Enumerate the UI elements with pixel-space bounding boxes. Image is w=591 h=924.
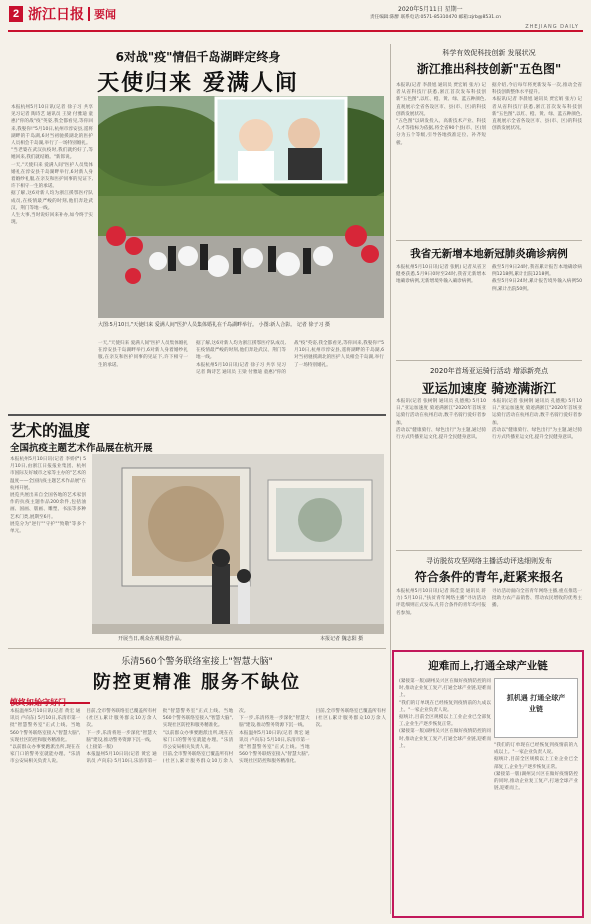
tech-kicker: 科学有效促科技创新 发展状况 [442, 49, 536, 57]
wedding-headline: 天使归来 爱满人间 [97, 70, 299, 96]
section-rule [396, 240, 582, 241]
section-rule [396, 360, 582, 361]
police-para: 本报温州5月10日讯(记者 黄宏 通讯员 卢向东) 5月10日,乐清市第一批"智慧警务室"正式上线。当地560个警务联络室接入"智慧大脑",实现社区防控和服务精准化。 [239, 730, 310, 765]
masthead-rule [8, 30, 583, 32]
page-number-badge [9, 6, 23, 22]
youth-para: 寻访活动面向全省青年网络主播,重点推选一批助力农产品销售、带动农民增收的优秀主播。 [492, 589, 582, 609]
covid-para: 本报杭州5月10日讯(记者 张帆) 记者从省卫健委获悉,5月9日0时至24时,我省无新增本地确诊病例,无新增境外输入确诊病例。 [396, 265, 486, 285]
police-para: "以前群众办事要跑派出所,现在在家门口的警务室就能办理。"乐清市公安局相关负责人说。 [162, 730, 234, 751]
industry-body-left [399, 678, 491, 914]
art-subhead: 全国抗疫主题艺术作品展在杭开展 [10, 443, 153, 454]
police-headline: 防控更精准 服务不缺位 [92, 672, 302, 693]
section-name: 要闻 [94, 8, 116, 21]
industry-para: (紧接第一版)湖州吴兴区在做好疫情防控的同时,推动企业复工复产,打通全球产业链,迎难而上。 [399, 729, 491, 749]
police-body [10, 708, 386, 914]
wedding-para: 本报杭州5月10日讯(记者 徐子习 共享 见习记者 陶诗艺 通讯员 王梁 付雅迪 童惠)"你的战"疫"英姿,我全都看见,等你回来,我娶你!"5月10日,杭州市淳安县,遥将湖畔的千岛湖,6对当初驰援湖北的医护人员相会千岛湖,举行了一场特别婚礼。 [196, 341, 384, 375]
wedding-para: 据了解,这6对新人均为浙江援鄂医疗队成员,在疫情最严峻的时刻,他们奔赴武汉、荆门等地一线。 [196, 341, 286, 361]
cycling-para: 活动以"健康骑行、绿色出行"为主题,通过骑行方式传播亚运文化,提升全民健身意识。 [396, 427, 486, 441]
masthead [0, 0, 591, 44]
covid-body [396, 264, 582, 356]
cycling-para: 本报讯(记者 张树钢 通讯员 孔德燕) 5月10日,"亚运加速度 骑迹满浙江"2020年首场亚运骑行活动在杭州启动,数千名骑行爱好者参加。 [492, 399, 582, 426]
police-column-head [10, 690, 90, 707]
section-rule [8, 414, 386, 416]
industry-para: "我们的订单现在已经恢复到疫情前的九成以上。"一家企业负责人说。 [399, 700, 491, 713]
tech-para: 据介绍,今后每年将更新发布一次,推动全省科技创新整体水平提升。 [492, 83, 582, 96]
wedding-body-cont [98, 340, 384, 410]
police-para: 本报温州5月10日讯(记者 黄宏 通讯员 卢向东) 5月10日,乐清市第一批"智慧警务室"正式上线。当地560个警务联络室接入"智慧大脑",实现社区防控和服务精准化。 [10, 709, 81, 743]
tech-para: "五色图"以研发投入、高新技术产业、科技人才等指标为依据,将全省90个县(市、区)划分为五个等级,引导各地找准定位、补齐短板。 [396, 119, 486, 146]
art-exhibit-image [92, 454, 384, 634]
wedding-para: 本报杭州5月10日讯(记者 徐子习 共享 见习记者 陶诗艺 通讯员 王梁 付雅迪 童惠)"你的战"疫"英姿,我全都看见,等你回来,我娶你!"5月10日,杭州市淳安县,遥将湖畔的千岛湖,6对当初驰援湖北的医护人员相会千岛湖,举行了一场特别婚礼。 [11, 105, 93, 147]
police-para: 目前,全市警务联络室已覆盖所有村(社区),累计服务群众10万余人次。 [162, 709, 249, 765]
industry-box [392, 650, 584, 918]
police-para: 目前,全市警务联络室已覆盖所有村(社区),累计服务群众10万余人次。 [86, 709, 157, 729]
tech-body [396, 82, 582, 238]
art-caption-left: 开展当日,观众在观展览作品。 [118, 636, 185, 642]
police-para: "以前群众办事要跑派出所,现在在家门口的警务室就能办理。"乐清市公安局相关负责人说。 [10, 745, 81, 765]
youth-kicker: 寻访脱贫攻坚网络主播活动评选细则发布 [426, 557, 552, 565]
industry-inset-title: 抓机遇 打通全球产业链 [506, 694, 566, 713]
wedding-body [11, 104, 93, 404]
section-rule [8, 648, 386, 649]
cycling-para: 活动以"健康骑行、绿色出行"为主题,通过骑行方式传播亚运文化,提升全民健身意识。 [492, 427, 582, 441]
tech-headline: 浙江推出科技创新"五色图" [416, 62, 562, 76]
tech-para: 本报讯(记者 李晨旭 通讯员 贾宏娟 张方) 记者从省科技厅获悉,浙江首次发布科技创新"五色图",以红、橙、黄、绿、蓝五种颜色,直观展示全省各设区市、县(市、区)的科技创新发展状况。 [492, 97, 582, 132]
wedding-kicker: 6对战"疫"情侣千岛湖畔定终身 [115, 50, 281, 64]
police-para: 本报温州5月10日讯(记者 黄宏 通讯员 卢向东) 5月10日,乐清市第一批"智慧警务室"正式上线。当地560个警务联络室接入"智慧大脑",实现社区防控和服务精准化。 [86, 709, 234, 765]
art-photo [92, 454, 384, 634]
page-number: 2 [12, 8, 20, 20]
editor-info: 责任编辑:陈醉 联系电话:0571-85310470 邮箱:zjrb@8531.cn [370, 15, 502, 20]
industry-para: (紧接第一版)湖州吴兴区在做好疫情防控的同时,推动企业复工复产,打通全球产业链,迎难而上。 [399, 679, 491, 699]
industry-headline: 迎难而上,打通全球产业链 [428, 660, 548, 672]
paper-name: 浙江日报 [28, 7, 84, 23]
art-para: 展览分为"逆行""守护""致敬"等多个单元。 [10, 521, 86, 535]
art-body [10, 456, 86, 646]
wedding-scene-image [98, 96, 384, 318]
art-para: 本报杭州5月10日讯(记者 李娇俨) 5月10日,由浙江日报报业集团、杭州市国际友好城市之家等主办的"艺术的温度——全国抗疫主题艺术作品展"在杭州开展。 [10, 457, 86, 491]
industry-para: (紧接第一版)湖州吴兴区在做好疫情防控的同时,推动企业复工复产,打通全球产业链,迎难而上。 [494, 771, 578, 792]
wedding-para: 一天,"天使归来 爱满人间"医护人员集体婚礼在淳安县千岛湖畔举行,6对新人身着婚纱礼服,在亲友和医护同事的见证下,许下相守一生的承诺。 [98, 341, 188, 368]
art-headline: 艺术的温度 [10, 421, 91, 440]
section-rule [396, 550, 582, 551]
police-column-title: 慎终如始守好门 [10, 698, 66, 707]
youth-body [396, 588, 582, 646]
police-para: 目前,全市警务联络室已覆盖所有村(社区),累计服务群众10万余人次。 [315, 709, 386, 729]
art-para: 展览共展出来自全国各地的艺术家创作的抗疫主题作品200余件,包括油画、国画、版画、雕塑、书法等多种艺术门类,展期至6月。 [10, 493, 86, 520]
issue-date: 2020年5月11日 星期一 [398, 6, 463, 13]
police-para: 下一步,乐清将进一步深化"智慧大脑"建设,推动警务资源下沉一线。 [239, 716, 310, 729]
industry-para: "我们的订单现在已经恢复到疫情前的九成以上。"一家企业负责人说。 [494, 743, 578, 756]
wedding-photo [98, 96, 384, 318]
wedding-para: 一天,"天使归来 爱满人间"医护人员集体婚礼在淳安县千岛湖畔举行,6对新人身着婚纱礼服,在亲友和医护同事的见证下,许下相守一生的承诺。 [11, 162, 93, 190]
column-divider [390, 44, 391, 914]
tech-para: 本报讯(记者 李晨旭 通讯员 贾宏娟 张方) 记者从省科技厅获悉,浙江首次发布科技创新"五色图",以红、橙、黄、绿、蓝五种颜色,直观展示全省各设区市、县(市、区)的科技创新发展状况。 [396, 83, 486, 117]
art-caption-right: 本报记者 魏志阳 摄 [320, 636, 364, 642]
industry-para: 据统计,目前全区规模以上工业企业已全部复工,企业生产逐步恢复正常。 [494, 757, 578, 770]
continued-note: (上接第一版) [86, 745, 113, 751]
wedding-para: "当老婆在武汉抗疫时,我们就约好了,等她回来,我们就结婚。"新郎说。 [11, 148, 93, 161]
cycling-body [396, 398, 582, 546]
cycling-kicker: 2020年首场亚运骑行活动 增添新亮点 [429, 367, 549, 375]
youth-headline: 符合条件的青年,赶紧来报名 [414, 570, 564, 584]
wedding-photo-caption: 大图:5月10日,"天使归来 爱满人间"医护人员集体婚礼在千岛湖畔举行。 小图:新人合影。 记者 徐子习 摄 [98, 322, 331, 328]
wedding-para: 人生大事,当时说好回来补办,如今终于实现。 [11, 213, 93, 226]
police-para: 下一步,乐清将进一步深化"智慧大脑"建设,推动警务资源下沉一线。 [86, 730, 157, 743]
industry-body-right [494, 742, 578, 914]
youth-para: 本报杭州5月10日讯(记者 陈佳莹 通讯员 蒋力) 5月10日,"扶贫青年网络主播"寻访活动评选细则正式发布,凡符合条件的青年均可报名参加。 [396, 589, 486, 616]
covid-para: 截至5月9日24时,累计报告境外输入病例50例,累计出院50例。 [492, 279, 582, 292]
masthead-divider [88, 7, 90, 21]
covid-headline: 我省无新增本地新冠肺炎确诊病例 [410, 248, 568, 260]
covid-para: 截至5月9日24时,我省累计报告本地确诊病例1218例,累计出院1218例。 [492, 265, 582, 278]
industry-inset [494, 678, 578, 738]
paper-name-en: ZHEJIANG DAILY [525, 24, 579, 30]
police-kicker: 乐清560个警务联络室接上"智慧大脑" [121, 657, 273, 667]
industry-para: 据统计,目前全区规模以上工业企业已全部复工,企业生产逐步恢复正常。 [399, 715, 491, 728]
wedding-para: 据了解,这6对新人均为浙江援鄂医疗队成员,在疫情最严峻的时刻,他们奔赴武汉、荆门等地一线。 [11, 191, 93, 211]
cycling-para: 本报讯(记者 张树钢 通讯员 孔德燕) 5月10日,"亚运加速度 骑迹满浙江"2020年首场亚运骑行活动在杭州启动,数千名骑行爱好者参加。 [396, 399, 486, 426]
cycling-headline: 亚运加速度 骑迹满浙江 [421, 382, 557, 397]
